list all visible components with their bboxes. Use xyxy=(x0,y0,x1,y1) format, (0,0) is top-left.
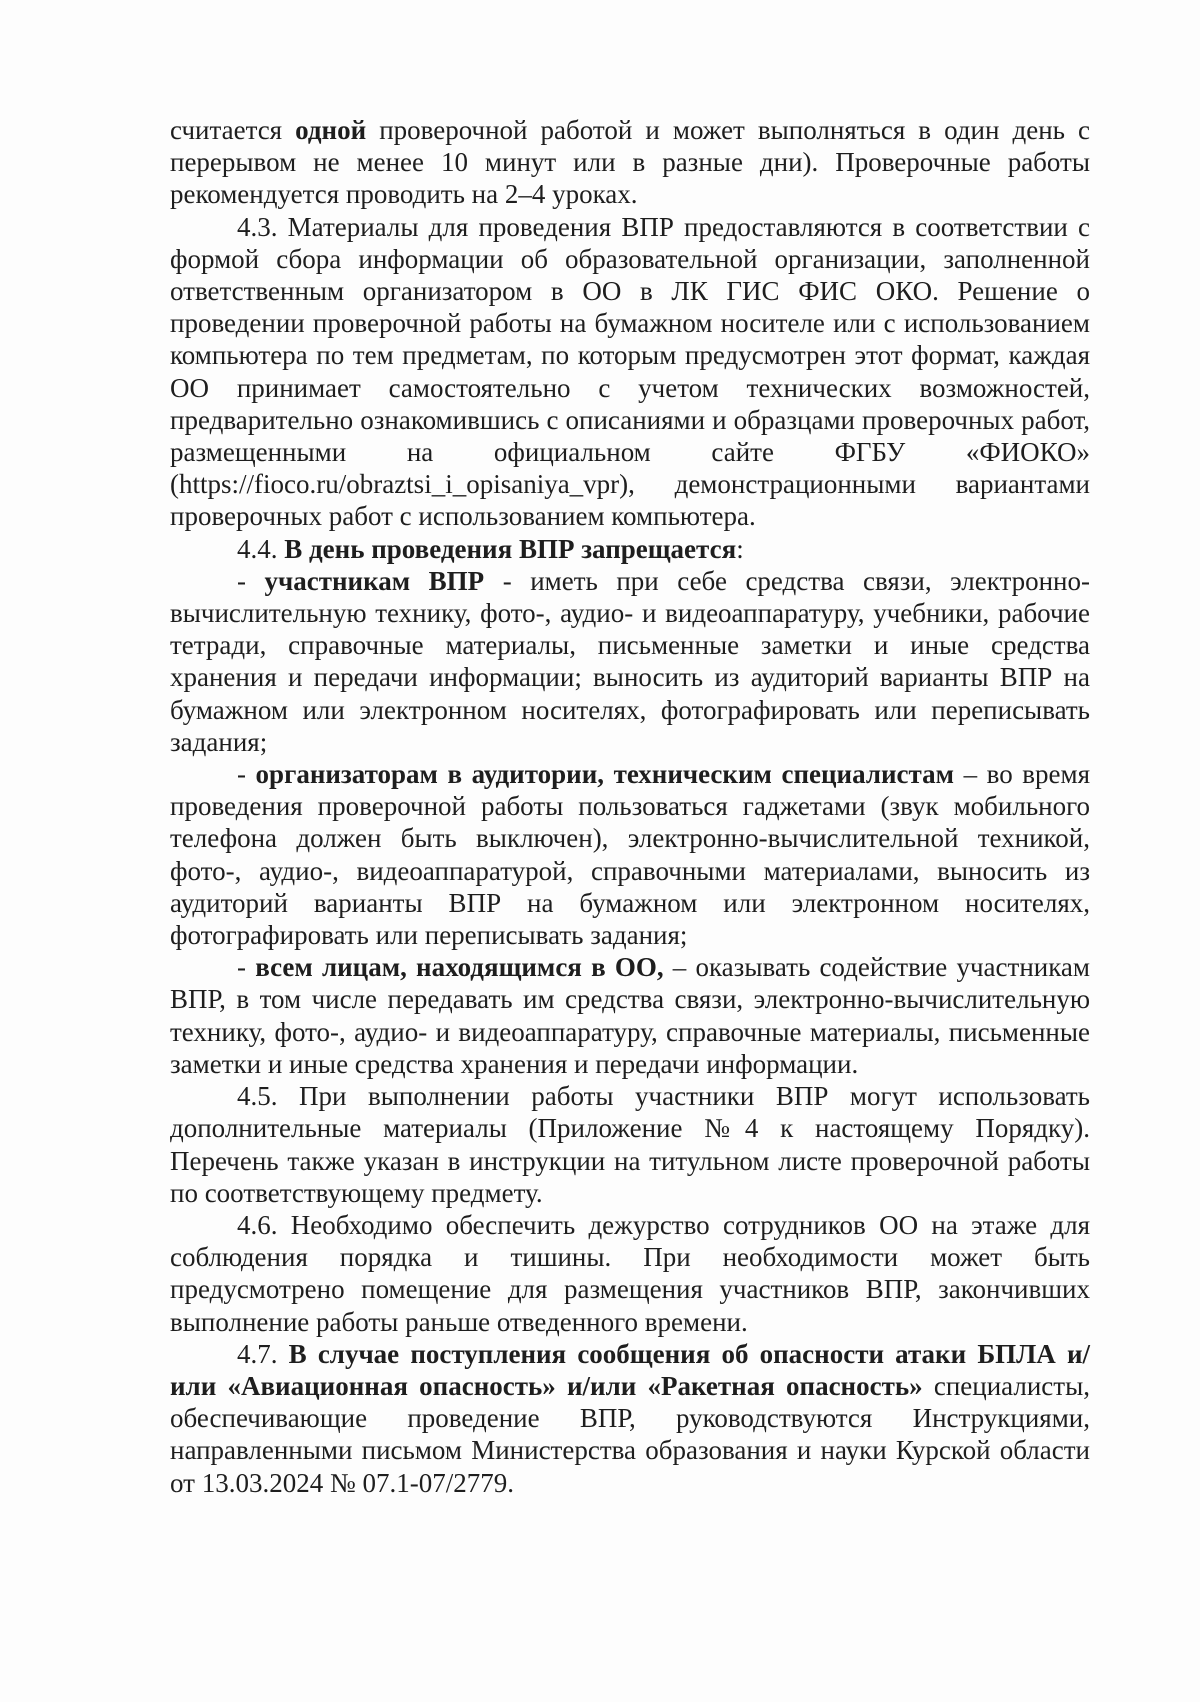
paragraph-text: проверочной работой и может выполняться в один день с перерывом не менее 10 минут или в разные дни). Проверочные работы рекомендуется проводить на 2–4 уроках. xyxy=(170,115,1090,210)
emphasis-text: одной xyxy=(295,115,367,145)
list-dash: - xyxy=(237,759,256,790)
paragraph-text: - иметь при себе средства связи, электронно-вычислительную технику, фото-, аудио- и видеоаппаратуру, учебники, рабочие тетради, справочные материалы, письменные заметки и иные средства хранения и передачи информации; выносить из аудиторий варианты ВПР на бумажном или электронном носителях, фотографировать или переписывать задания; xyxy=(170,565,1090,757)
paragraph-text: – во время проведения проверочной работы пользоваться гаджетами (звук мобильного телефона должен быть выключен), электронно-вычислительной техникой, фото-, аудио-, видеоаппаратурой, справочными материалами, выносить из аудиторий варианты ВПР на бумажном или электронном носителях, фотографировать или переписывать задания; xyxy=(170,759,1090,951)
paragraph-text: считается xyxy=(170,115,296,145)
clause-number: 4.7. xyxy=(237,1338,289,1369)
clause-heading: В случае поступления сообщения об опасности атаки БПЛА и/или «Авиационная опасность» и/или «Ракетная опасность» xyxy=(170,1338,1091,1401)
list-dash: - xyxy=(237,565,265,596)
list-item-all-persons xyxy=(170,951,1090,1080)
paragraph-continuation xyxy=(170,114,1090,211)
paragraph-4-6 xyxy=(170,1209,1090,1338)
list-item-organizers xyxy=(170,758,1090,951)
paragraph-4-5 xyxy=(170,1080,1090,1209)
list-item-participants xyxy=(170,565,1090,758)
paragraph-text: специалисты, обеспечивающие проведение ВПР, руководствуются Инструкциями, направленными письмом Министерства образования и науки Курской области от 13.03.2024 № 07.1-07/2779. xyxy=(170,1370,1090,1498)
paragraph-text: 4.5. При выполнении работы участники ВПР могут использовать дополнительные материалы (Приложение №4 к настоящему Порядку). Перечень также указан в инструкции на титульном листе проверочной работы по соответствующему предмету. xyxy=(170,1081,1090,1208)
paragraph-4-3 xyxy=(170,211,1090,533)
paragraph-4-7 xyxy=(170,1338,1090,1499)
list-item-subject: всем лицам, находящимся в ОО, xyxy=(255,952,664,983)
document-body xyxy=(170,114,1090,1499)
clause-number: 4.4. xyxy=(237,533,285,564)
paragraph-4-4 xyxy=(170,533,1090,565)
clause-heading: В день проведения ВПР запрещается xyxy=(284,533,737,564)
paragraph-text: 4.3. Материалы для проведения ВПР предоставляются в соответствии с формой сбора информации об образовательной организации, заполненной ответственным организатором в ОО в ЛК ГИС ФИС ОКО. Решение о проведении проверочной работы на бумажном носителе или с использованием компьютера по тем предметам, по которым предусмотрен этот формат, каждая ОО принимает самостоятельно с учетом технических возможностей, предварительно ознакомившись с описаниями и образцами проверочных работ, размещенными на официальном сайте ФГБУ «ФИОКО» (https://fioco.ru/obraztsi_i_opisaniya_vpr), демонстрационными вариантами проверочных работ с использованием компьютера. xyxy=(170,211,1090,532)
paragraph-text: 4.6. Необходимо обеспечить дежурство сотрудников ОО на этаже для соблюдения порядка и тишины. При необходимости может быть предусмотрено помещение для размещения участников ВПР, закончивших выполнение работы раньше отведенного времени. xyxy=(170,1209,1090,1337)
paragraph-text: : xyxy=(736,533,744,564)
list-item-subject: участникам ВПР xyxy=(264,565,485,596)
paragraph-text: – оказывать содействие участникам ВПР, в том числе передавать им средства связи, электронно-вычислительную технику, фото-, аудио- и видеоаппаратуру, справочные материалы, письменные заметки и иные средства хранения и передачи информации. xyxy=(170,952,1090,1079)
list-item-subject: организаторам в аудитории, техническим специалистам xyxy=(255,759,955,790)
list-dash: - xyxy=(237,952,256,983)
